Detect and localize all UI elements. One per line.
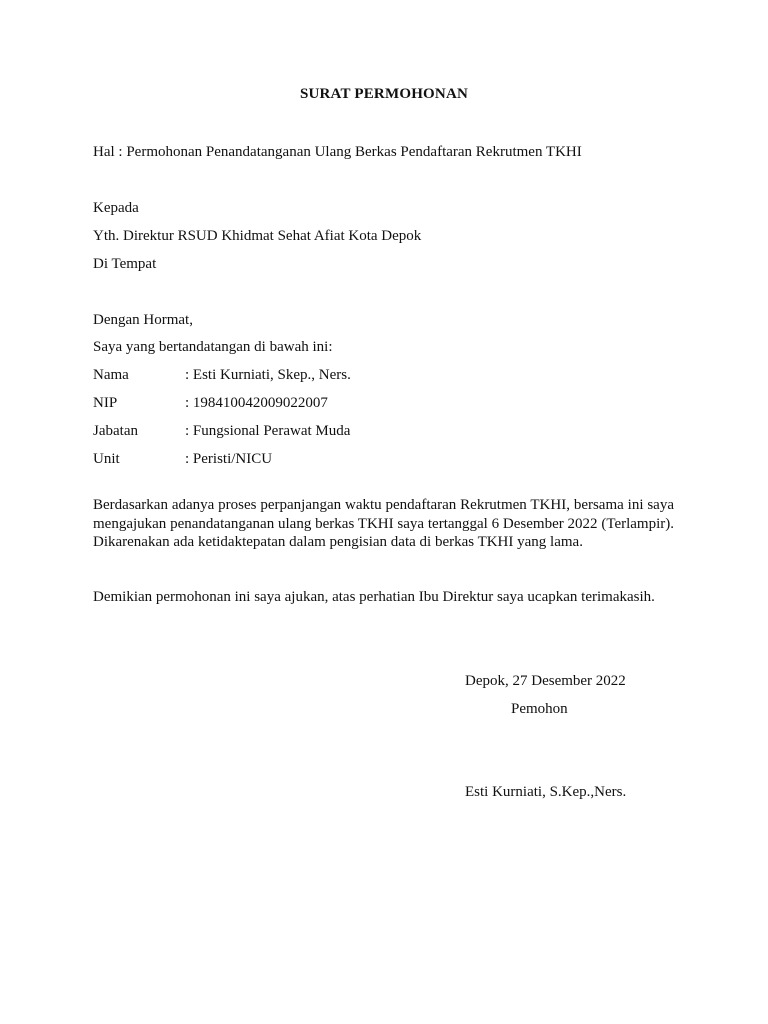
signature-place-date: Depok, 27 Desember 2022 [465, 673, 626, 689]
field-value-unit: : Peristi/NICU [185, 451, 273, 467]
intro-text: Saya yang bertandatangan di bawah ini: [93, 339, 333, 355]
letter-subject: Hal : Permohonan Penandatanganan Ulang Berkas Pendaftaran Rekrutmen TKHI [93, 144, 582, 160]
field-value-nama: : Esti Kurniati, Skep., Ners. [185, 367, 351, 383]
field-label-unit: Unit [93, 451, 120, 467]
field-label-nama: Nama [93, 367, 129, 383]
body-paragraph: Berdasarkan adanya proses perpanjangan waktu pendaftaran Rekrutmen TKHI, bersama ini saya mengajukan penandatanganan ulang berkas TKHI saya tertanggal 6 Desember 2022 (Terlampir). Dikarenakan ada ketidaktepatan dalam pengisian data di berkas TKHI yang lama. [93, 497, 674, 550]
letter-title: SURAT PERMOHONAN [299, 86, 469, 102]
field-label-jabatan: Jabatan [93, 423, 138, 439]
recipient-to: Kepada [93, 200, 139, 216]
field-value-jabatan: : Fungsional Perawat Muda [185, 423, 351, 439]
field-value-nip: : 198410042009022007 [185, 395, 328, 411]
signature-name: Esti Kurniati, S.Kep.,Ners. [465, 784, 627, 800]
recipient-place: Di Tempat [93, 256, 157, 272]
recipient-name: Yth. Direktur RSUD Khidmat Sehat Afiat Kota Depok [93, 228, 422, 244]
field-label-nip: NIP [93, 395, 118, 411]
closing-paragraph: Demikian permohonan ini saya ajukan, atas perhatian Ibu Direktur saya ucapkan terimakasih. [93, 589, 655, 605]
signature-role: Pemohon [511, 701, 568, 717]
greeting: Dengan Hormat, [93, 312, 193, 328]
